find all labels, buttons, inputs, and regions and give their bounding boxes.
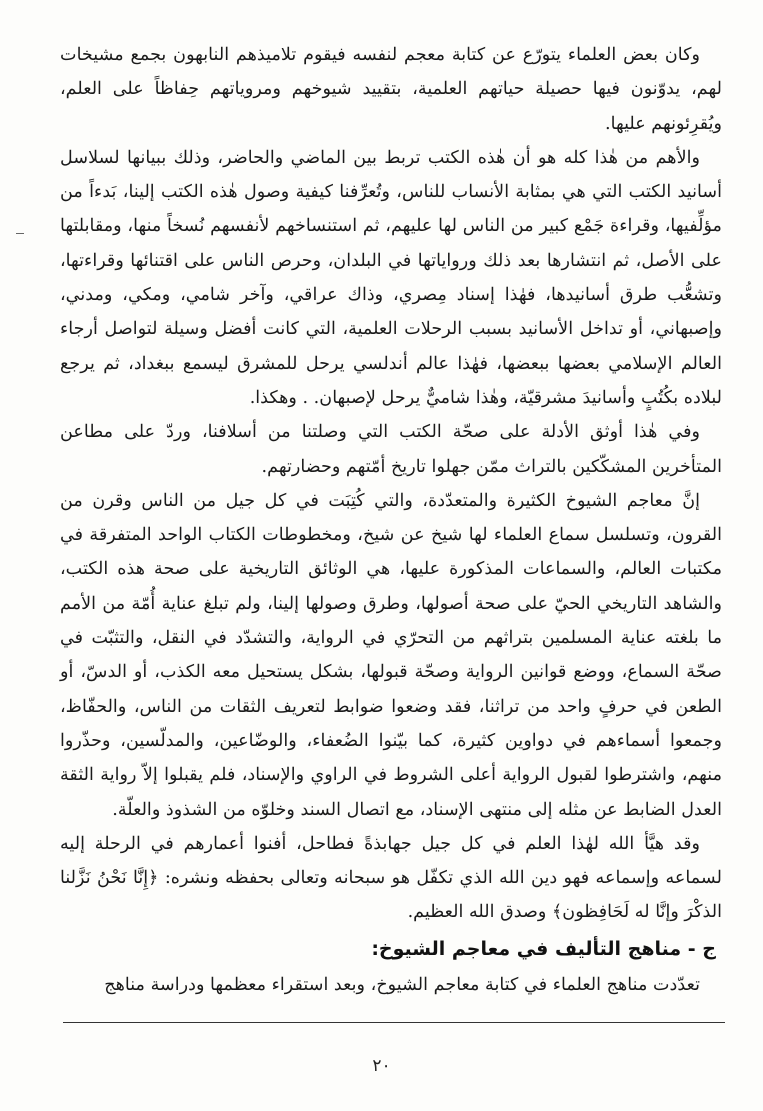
section-heading: ج - مناهج التأليف في معاجم الشيوخ:	[371, 937, 716, 960]
paragraph-4: إنَّ معاجم الشيوخ الكثيرة والمتعدّدة، والتي كُتِبَت في كل جيل من الناس وقرن من القرون، وتسلسل سماع العلماء لها شيخ عن شيخ، ومخطوطات الكتاب الواحد المتفرقة في مكتبات العالم، والسماعات المذكورة عليها، هي الوثائق التاريخية على صحة هذه الكتب، والشاهد التاريخي الحيّ على صحة أصولها، وطرق وصولها إلينا، ولم تبلغ عناية أُمّة من الأمم ما بلغته عناية المسلمين بتراثهم من التحرّي في الرواية، والتشدّد في النقل، والتثبّت في صحّة السماع، ووضع قوانين الرواية وصحّة قبولها، بشكل يستحيل معه الكذب، أو الدسّ، أو الطعن في حرفٍ واحد من تراثنا، فقد وضعوا ضوابط لتعريف الثقات من الناس، والحفّاظ، وجمعوا أسماءهم في دواوين كثيرة، كما بيّنوا الضُعفاء، والوضّاعين، والمدلّسين، وحذّروا منهم، واشترطوا لقبول الرواية أعلى الشروط في الراوي والإسناد، فلم يقبلوا إلاّ رواية الثقة العدل الضابط عن مثله إلى منتهى الإسناد، مع اتصال السند وخلوّه من الشذوذ والعلّة.	[60, 490, 722, 820]
paragraph-1: وكان بعض العلماء يتورّع عن كتابة معجم لنفسه فيقوم تلاميذهم النابهون بجمع مشيخات لهم، يدوّنون فيها حصيلة حياتهم العلمية، بتقييد شيوخهم ومروياتهم حِفاظاً على العلم، ويُقرِئونهم عليها.	[60, 45, 722, 134]
margin-mark	[16, 233, 24, 234]
paragraph-2: والأهم من هٰذا كله هو أن هٰذه الكتب تربط بين الماضي والحاضر، وذلك ببيانها لسلاسل أسانيد الكتب التي هي بمثابة الأنساب للناس، وتُعرِّفنا كيفية وصول هٰذه الكتب إلينا، بَدءاً من مؤلِّفيها، وقراءة جَمْع كبير من الناس لها عليهم، ثم استنساخهم لأنفسهم نُسخاً منها، ومقابلتها على الأصل، ثم انتشارها بعد ذلك ورواياتها في البلدان، وحرص الناس على اقتنائها وقراءتها، وتشعُّب طرق أسانيدها، فهٰذا إسناد مِصري، وذاك عراقي، وآخر شامي، ومكي، ومدني، وإصبهاني، أو تداخل الأسانيد بسبب الرحلات العلمية، التي كانت أفضل وسيلة لتواصل أرجاء العالم الإسلامي بعضها ببعضها، فهٰذا عالم أندلسي يرحل للمشرق ليسمع ببغداد، ثم يرجع لبلاده بكُتُبٍ وأسانيدَ مشرقيّة، وهٰذا شاميٌّ يرحل لإصبهان. . وهكذا.	[60, 147, 722, 408]
paragraph-3: وفي هٰذا أوثق الأدلة على صحّة الكتب التي وصلتنا من أسلافنا، وردّ على مطاعن المتأخرين المشكّكين بالتراث ممّن جهلوا تاريخ أمّتهم وحضارتهم.	[60, 422, 722, 477]
body-text	[60, 38, 722, 1002]
paragraph-5: وقد هيَّأ الله لهٰذا العلم في كل جيل جهابذةً فطاحل، أفنوا أعمارهم في الرحلة إليه لسماعه وإسماعه فهو دين الله الذي تكفّل هو سبحانه وتعالى بحفظه ونشره: ﴿إِنَّا نَحْنُ نَزَّلنا الذكْرَ وإنَّا له لَحَافِظون﴾ وصدق الله العظيم.	[60, 833, 722, 923]
paragraph-6: تعدّدت مناهج العلماء في كتابة معاجم الشيوخ، وبعد استقراء معظمها ودراسة مناهج	[104, 974, 700, 995]
footer-rule	[63, 1022, 725, 1023]
page-number: ٢٠	[372, 1056, 391, 1076]
